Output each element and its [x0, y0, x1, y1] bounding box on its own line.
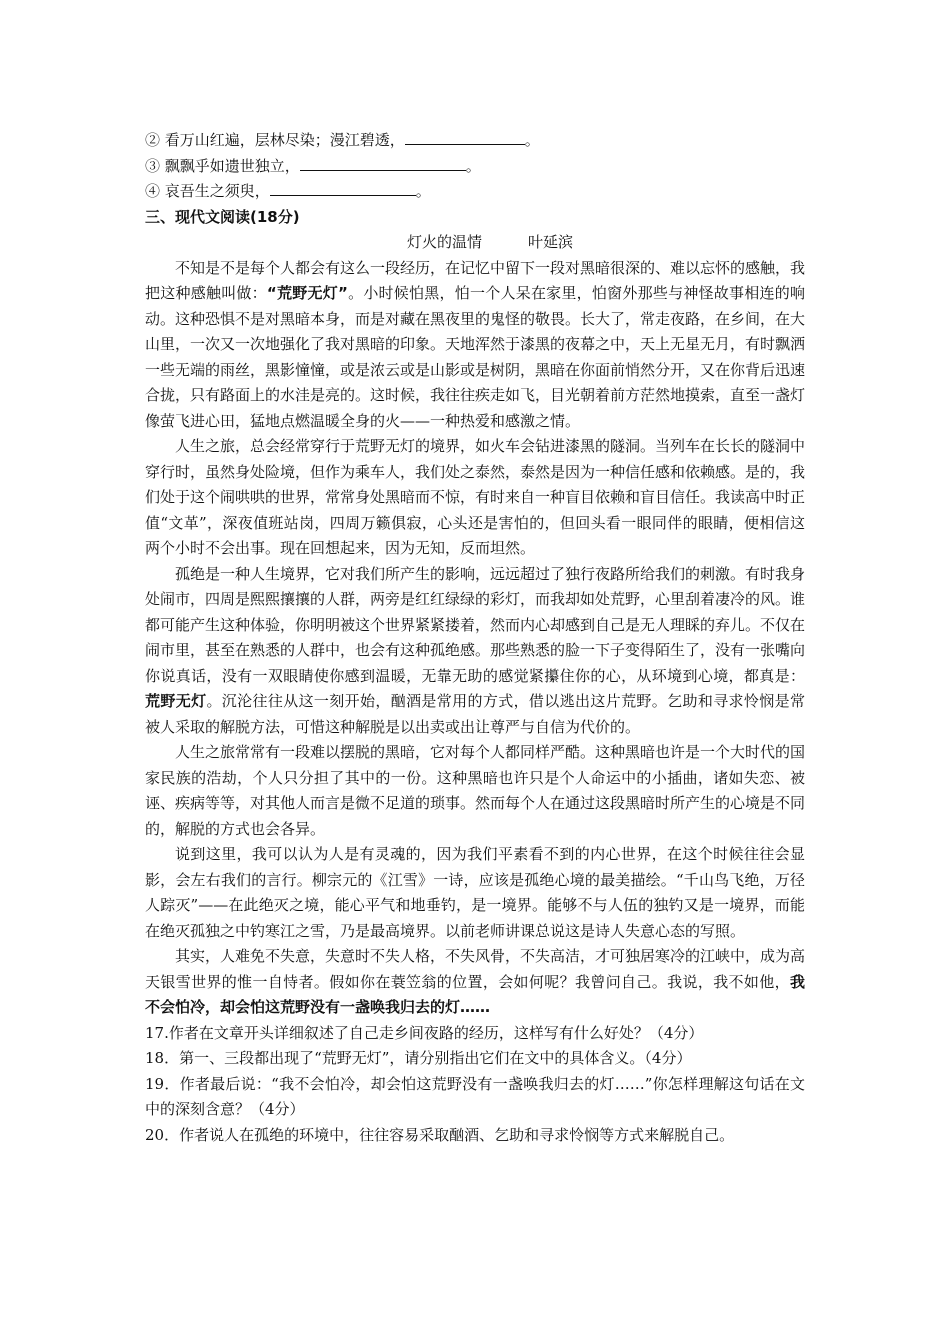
question-19: 19．作者最后说：“我不会怕冷，却会怕这荒野没有一盏唤我归去的灯……”你怎样理解这句话在文中的深刻含意？（4分） — [145, 1074, 805, 1118]
fill-blank-3 — [145, 154, 805, 180]
bold-phrase: 荒野无灯 — [145, 692, 207, 710]
blank-end-mark: 。 — [415, 182, 431, 200]
article-paragraph-6 — [145, 944, 805, 1021]
article-author: 叶延滨 — [528, 233, 574, 251]
bold-phrase: “荒野无灯” — [266, 284, 348, 302]
question-20: 20．作者说人在孤绝的环境中，往往容易采取酗酒、乞助和寻求怜悯等方式来解脱自己。 — [145, 1125, 735, 1144]
fill-blank-2 — [145, 128, 805, 154]
article-paragraph-5: 说到这里，我可以认为人是有灵魂的，因为我们平素看不到的内心世界，在这个时候往往会显影，会左右我们的言行。柳宗元的《江雪》一诗，应该是孤绝心境的最美描绘。“千山鸟飞绝，万径人踪灭”——在此绝灭之境，能心平气和地垂钓，是一境界。能够不与人伍的独钓又是一境界，而能在绝灭孤独之中钓寒江之雪，乃是最高境界。以前老师讲课总说这是诗人失意心态的写照。 — [145, 845, 805, 940]
answer-blank[interactable] — [270, 179, 416, 196]
paragraph-text: 。小时候怕黑，怕一个人呆在家里，怕窗外那些与神怪故事相连的响动。这种恐惧不是对黑暗本身，而是对藏在黑夜里的鬼怪的敬畏。长大了，常走夜路，在乡间，在大山里，一次又一次地强化了我对黑暗的印象。天地浑然于漆黑的夜幕之中，天上无星无月，有时飘洒一些无端的雨丝，黑影憧憧，或是浓云或是山影或是树阴，黑暗在你面前悄然分开，又在你背后迅速合拢，只有路面上的水洼是亮的。这时候，我往往疾走如飞，目光朝着前方茫然地摸索，直至一盏灯像萤飞进心田，猛地点燃温暖全身的火——一种热爱和感激之情。 — [145, 284, 806, 430]
fill-blank-4 — [145, 179, 805, 205]
paragraph-text: 孤绝是一种人生境界，它对我们所产生的影响，远远超过了独行夜路所给我们的刺激。有时我身处闹市，四周是熙熙攘攘的人群，两旁是红红绿绿的彩灯，而我却如处荒野，心里刮着凄冷的风。谁都可能产生这种体验，你明明被这个世界紧紧搂着，然而内心却感到自己是无人理睬的弃儿。不仅在闹市里，甚至在熟悉的人群中，也会有这种孤绝感。那些熟悉的脸一下子变得陌生了，没有一张嘴向你说真话，没有一双眼睛使你感到温暖，无靠无助的感觉紧攥住你的心，从环境到心境，都真是： — [145, 564, 806, 685]
bold-sentence: 我不会怕冷，却会怕这荒野没有一盏唤我归去的灯…… — [145, 972, 805, 1016]
article-heading — [145, 230, 805, 256]
article-paragraph-3 — [145, 562, 805, 741]
article-paragraph-2: 人生之旅，总会经常穿行于荒野无灯的境界，如火车会钻进漆黑的隧洞。当列车在长长的隧洞中穿行时，虽然身处险境，但作为乘车人，我们处之泰然，泰然是因为一种信任感和依赖感。是的，我们处于这个闹哄哄的世界，常常身处黑暗而不惊，有时来自一种盲目依赖和盲目信任。我读高中时正值“文革”，深夜值班站岗，四周万籁俱寂，心头还是害怕的，但回头看一眼同伴的眼睛，便相信这两个小时不会出事。现在回想起来，因为无知，反而坦然。 — [145, 437, 806, 557]
document-content — [145, 128, 805, 1148]
question-18: 18．第一、三段都出现了“荒野无灯”，请分别指出它们在文中的具体含义。（4分） — [145, 1049, 692, 1067]
paragraph-text: 不知是不是每个人都会有这么一段经历，在记忆中留下一段对黑暗很深的、难以忘怀的感触，我把这种感触叫做： — [145, 258, 806, 302]
fill-blank-2-text: ② 看万山红遍，层林尽染；漫江碧透， — [145, 131, 405, 149]
question-17: 17.作者在文章开头详细叙述了自己走乡间夜路的经历，这样写有什么好处？（4分） — [145, 1023, 704, 1042]
paragraph-text: 其实，人难免不失意，失意时不失人格，不失风骨，不失高洁，才可独居寒冷的江峡中，成为高天银雪世界的惟一自恃者。假如你在蓑笠翁的位置，会如何呢？我曾问自己。我说，我不如他， — [145, 947, 806, 991]
paragraph-text: 。沉沦往往从这一刻开始，酗酒是常用的方式，借以逃出这片荒野。乞助和寻求怜悯是常被人采取的解脱方法，可惜这种解脱是以出卖或出让尊严与自信为代价的。 — [145, 692, 805, 736]
blank-end-mark: 。 — [524, 131, 540, 149]
article-title: 灯火的温情 — [406, 233, 482, 251]
answer-blank[interactable] — [405, 128, 525, 145]
fill-blank-4-text: ④ 哀吾生之须臾， — [145, 182, 270, 200]
article-paragraph-1 — [145, 256, 805, 435]
fill-blank-3-text: ③ 飘飘乎如遗世独立， — [145, 156, 300, 175]
article-paragraph-4: 人生之旅常常有一段难以摆脱的黑暗，它对每个人都同样严酷。这种黑暗也许是一个大时代的国家民族的浩劫，个人只分担了其中的一份。这种黑暗也许只是个人命运中的小插曲，诸如失恋、被诬、疾病等等，对其他人而言是微不足道的琐事。然而每个人在通过这段黑暗时所产生的心境是不同的，解脱的方式也会各异。 — [145, 743, 806, 838]
answer-blank[interactable] — [300, 154, 466, 171]
blank-end-mark: 。 — [465, 156, 481, 175]
section-title: 三、现代文阅读(18分) — [145, 207, 300, 226]
